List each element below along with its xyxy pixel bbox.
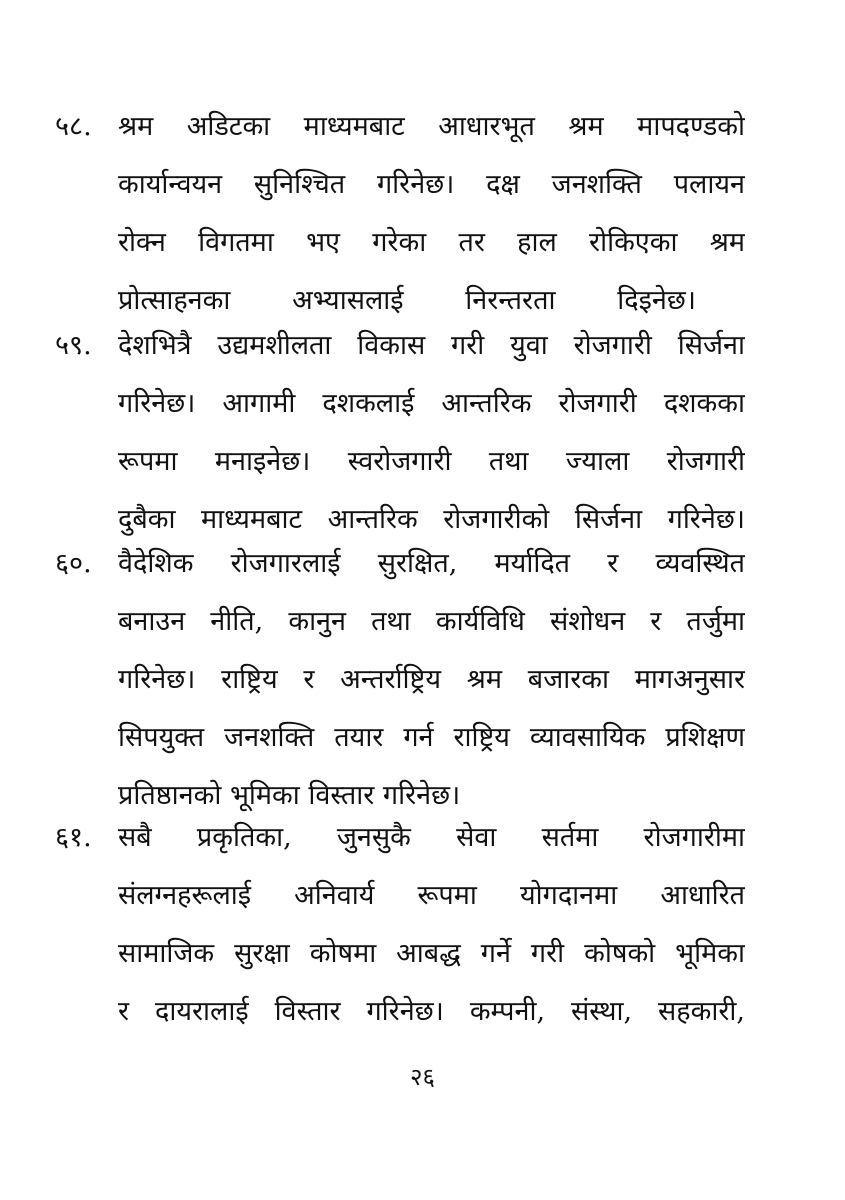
text-line: प्रोत्साहनका अभ्यासलाई निरन्तरता दिइनेछ। — [118, 285, 696, 316]
paragraph-body — [118, 317, 745, 549]
text-line: रोक्न विगतमा भए गरेका तर हाल रोकिएका श्रम — [118, 227, 745, 258]
paragraph-number: ५९. — [55, 330, 92, 361]
paragraph-body — [118, 98, 745, 330]
paragraph-body — [118, 809, 745, 1041]
text-line: प्रतिष्ठानको भूमिका विस्तार गरिनेछ। — [118, 780, 461, 811]
text-line: गरिनेछ। राष्ट्रिय र अन्तर्राष्ट्रिय श्रम बजारका मागअनुसार — [118, 664, 745, 695]
paragraph-number: ६०. — [55, 548, 92, 579]
text-line: सामाजिक सुरक्षा कोषमा आबद्ध गर्ने गरी कोषको भूमिका — [118, 938, 745, 969]
text-line: गरिनेछ। आगामी दशकलाई आन्तरिक रोजगारी दशकका — [118, 388, 745, 419]
text-line: कार्यान्वयन सुनिश्चित गरिनेछ। दक्ष जनशक्ति पलायन — [118, 169, 745, 200]
text-line: दुबैका माध्यमबाट आन्तरिक रोजगारीको सिर्जना गरिनेछ। — [118, 504, 745, 535]
text-line: रूपमा मनाइनेछ। स्वरोजगारी तथा ज्याला रोजगारी — [118, 446, 745, 477]
text-line: बनाउन नीति, कानुन तथा कार्यविधि संशोधन र तर्जुमा — [118, 606, 745, 637]
text-line: वैदेशिक रोजगारलाई सुरक्षित, मर्यादित र व्यवस्थित — [118, 548, 745, 579]
text-line: सिपयुक्त जनशक्ति तयार गर्न राष्ट्रिय व्यावसायिक प्रशिक्षण — [118, 722, 745, 753]
text-line: श्रम अडिटका माध्यमबाट आधारभूत श्रम मापदण्डको — [118, 111, 745, 142]
paragraph-number: ६१. — [55, 822, 92, 853]
text-line: देशभित्रै उद्यमशीलता विकास गरी युवा रोजगारी सिर्जना — [118, 330, 745, 361]
page-number: २६ — [410, 1063, 435, 1091]
paragraph-number: ५८. — [55, 111, 92, 142]
text-line: संलग्नहरूलाई अनिवार्य रूपमा योगदानमा आधारित — [118, 880, 745, 911]
paragraph-body — [118, 535, 745, 825]
text-line: र दायरालाई विस्तार गरिनेछ। कम्पनी, संस्था, सहकारी, — [118, 996, 745, 1027]
text-line: सबै प्रकृतिका, जुनसुकै सेवा सर्तमा रोजगारीमा — [118, 822, 745, 853]
